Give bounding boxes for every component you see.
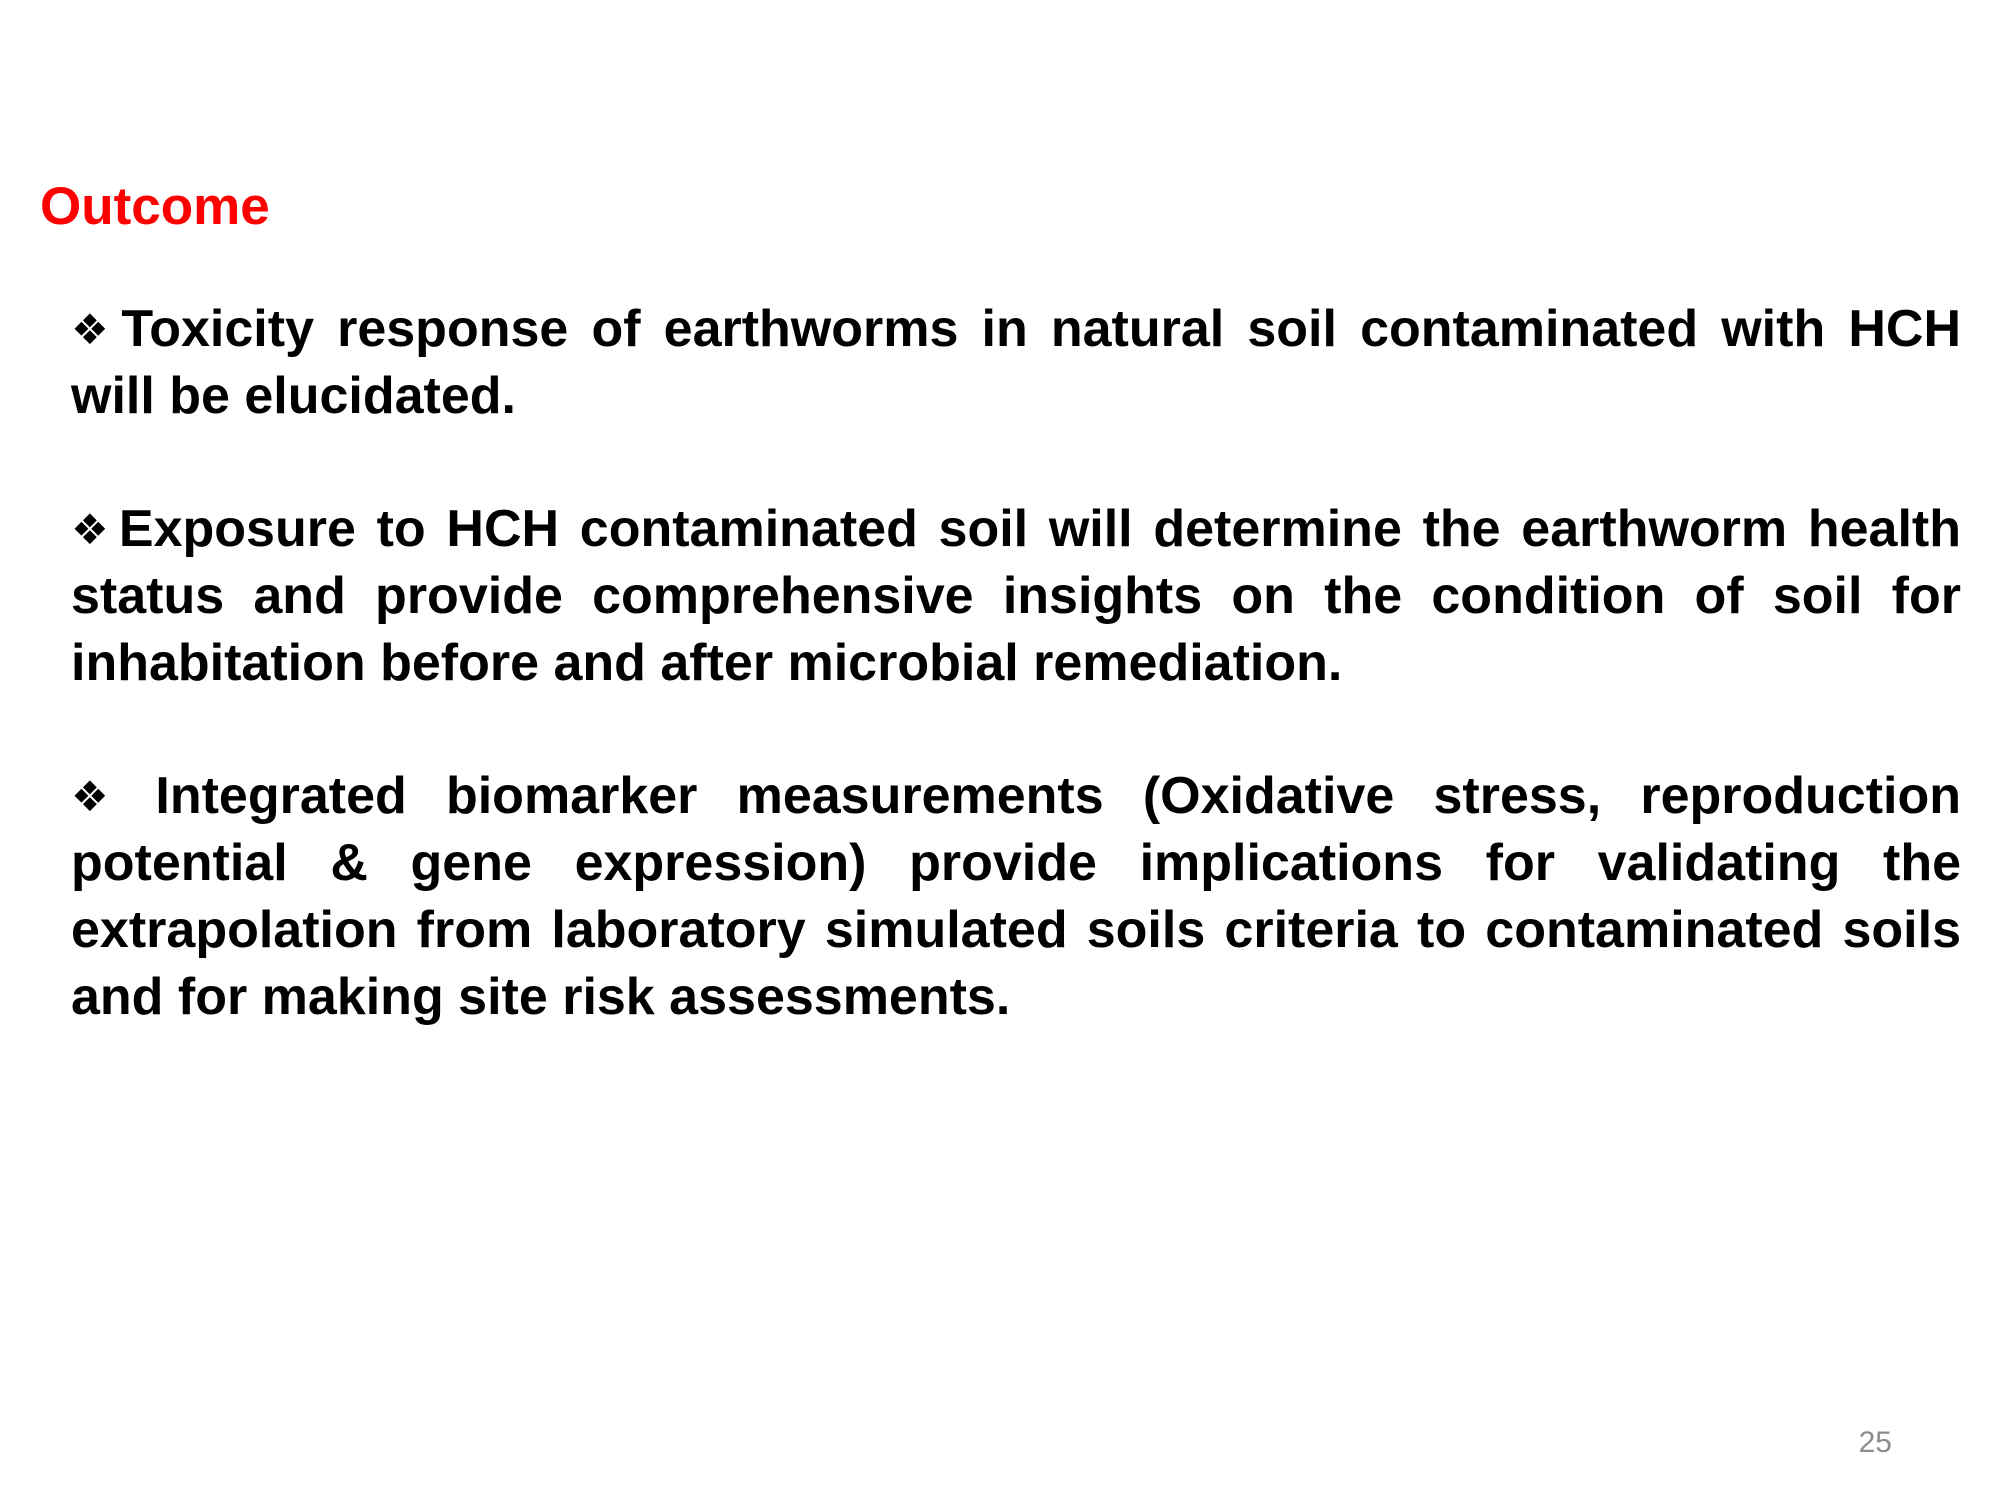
outcome-item-text: Integrated biomarker measurements (Oxidative stress, reproduction potential & gene expression) provide implications for validating the extrapolation from laboratory simulated soils criteria to contaminated soils and for making site risk assessments. <box>71 767 1962 1026</box>
slide-title: Outcome <box>40 177 270 236</box>
page-number: 25 <box>1858 1426 1892 1459</box>
outcome-item-text: Toxicity response of earthworms in natural soil contaminated with HCH will be elucidated. <box>71 300 1961 425</box>
outcome-item-toxicity <box>71 296 1961 430</box>
outcome-item-text: Exposure to HCH contaminated soil will determine the earthworm health status and provide comprehensive insights on the condition of soil for inhabitation before and after microbial remediation. <box>71 500 1961 692</box>
outcome-item-exposure <box>71 496 1961 697</box>
diamond-bullet-icon: ❖ <box>71 772 134 821</box>
diamond-bullet-icon: ❖ <box>71 505 115 554</box>
diamond-bullet-icon: ❖ <box>71 305 118 354</box>
outcome-item-biomarkers <box>71 763 1961 1031</box>
outcome-list <box>71 296 1961 1097</box>
